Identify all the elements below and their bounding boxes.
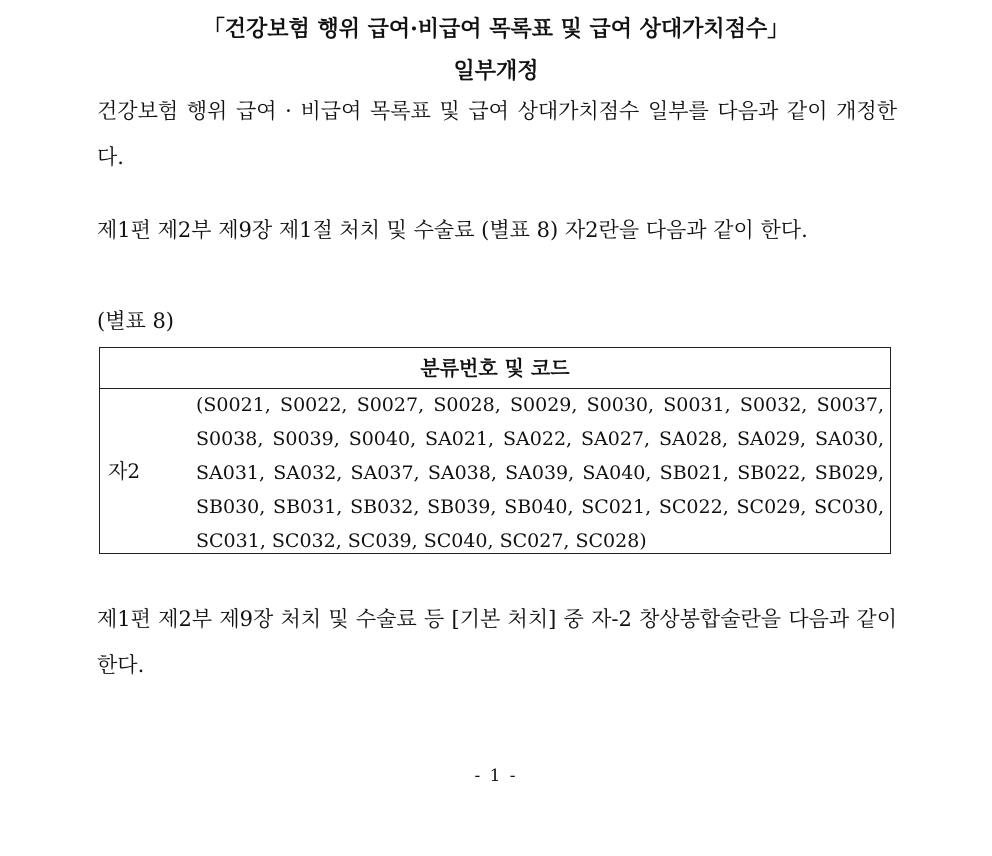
table-row-codes: (S0021, S0022, S0027, S0028, S0029, S0030, S0031, S0032, S0037, S0038, S0039, S0040, SA021, SA022, SA027, SA028, SA029, SA030, SA031, SA032, SA037, SA038, SA039, SA040, SB021, SB022, SB029, SB030, SB031, SB032, SB039, SB040, SC021, SC022, SC029, SC030, SC031, SC032, SC039, SC040, SC027, SC028) <box>196 394 884 552</box>
page-number: - 1 - <box>474 766 518 786</box>
table-row-label: 자2 <box>108 459 141 483</box>
document-title: 「건강보험 행위 급여·비급여 목록표 및 급여 상대가치점수」 <box>202 16 790 42</box>
table-reference: (별표 8) <box>97 309 174 333</box>
section2-paragraph: 제1편 제2부 제9장 처치 및 수술료 등 [기본 처치] 중 자-2 창상봉합술란을 다음과 같이 한다. <box>97 607 897 677</box>
intro-paragraph: 건강보험 행위 급여 · 비급여 목록표 및 급여 상대가치점수 일부를 다음과 같이 개정한다. <box>97 99 897 169</box>
section1-paragraph: 제1편 제2부 제9장 제1절 처치 및 수술료 (별표 8) 자2란을 다음과 같이 한다. <box>97 218 808 242</box>
document-subtitle: 일부개정 <box>453 58 539 84</box>
table-header: 분류번호 및 코드 <box>100 348 890 389</box>
code-table <box>99 347 891 554</box>
